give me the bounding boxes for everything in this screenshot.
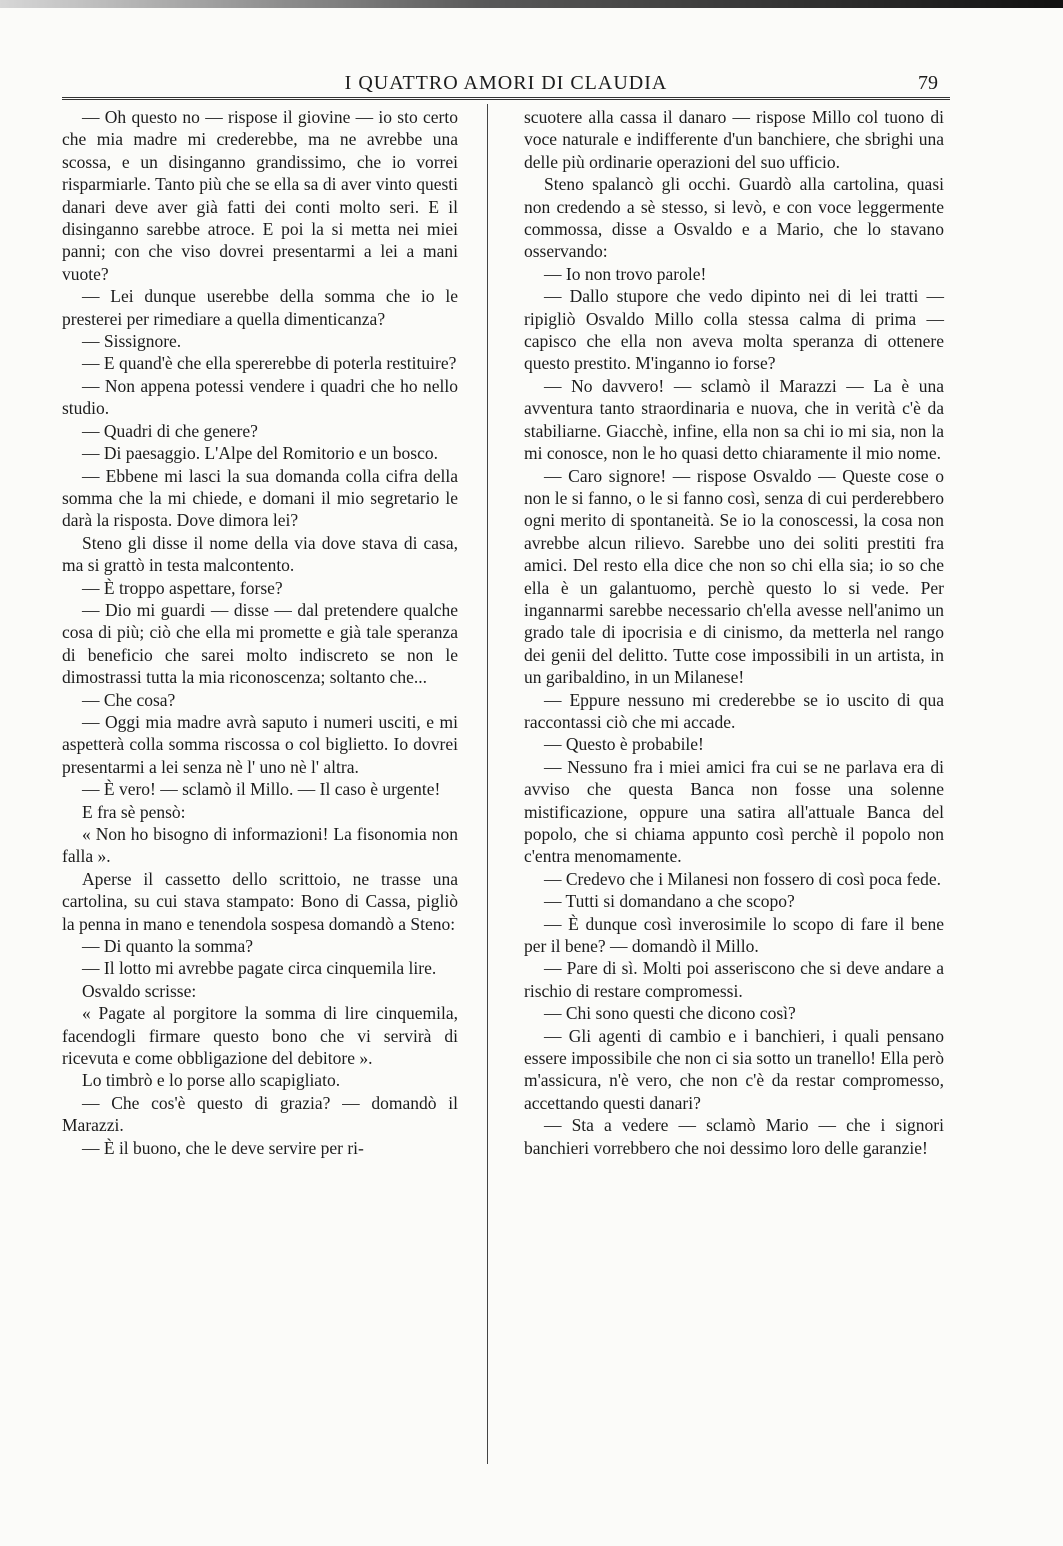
paragraph: — Sta a vedere — sclamò Mario — che i signori banchieri vorrebbero che noi dessimo loro delle garanzie! xyxy=(524,1115,944,1158)
running-title: I QUATTRO AMORI DI CLAUDIA xyxy=(344,72,668,94)
paragraph: « Non ho bisogno di informazioni! La fisonomia non falla ». xyxy=(62,824,458,867)
paragraph: — Che cos'è questo di grazia? — domandò il Marazzi. xyxy=(62,1092,458,1136)
paragraph: — Tutti si domandano a che scopo? xyxy=(544,891,795,912)
left-column xyxy=(62,106,458,1159)
paragraph: — Dio mi guardi — disse — dal pretendere qualche cosa di più; ciò che ella mi promette e già tale speranza di beneficio che sarei molto indiscreto se non le dimostrassi tutta la mia riconoscenza; soltanto che... xyxy=(62,599,458,688)
paragraph: — Sissignore. xyxy=(82,331,182,352)
column-divider xyxy=(487,104,488,1464)
paragraph: — Oggi mia madre avrà saputo i numeri usciti, e mi aspetterà colla somma riscossa o col biglietto. Io dovrei presentarmi a lei senza nè l' uno nè l' altra. xyxy=(62,711,458,777)
paragraph: — È troppo aspettare, forse? xyxy=(82,577,283,598)
paragraph: — Questo è probabile! xyxy=(544,734,704,755)
paragraph: Lo timbrò e lo porse allo scapigliato. xyxy=(82,1070,341,1091)
paragraph: « Pagate al porgitore la somma di lire cinquemila, facendogli firmare questo bono che vi servirà di ricevuta e come obbligazione del debitore ». xyxy=(62,1003,458,1069)
paragraph: — Di quanto la somma? xyxy=(82,936,254,957)
paragraph: — Nessuno fra i miei amici fra cui se ne parlava era di avviso che questa Banca non fosse una solenne mistificazione, oppure una satira all'attuale Banca del popolo, che si chiama appunto così perchè il popolo non c'entra menomamente. xyxy=(524,756,944,867)
paragraph: — Io non trovo parole! xyxy=(544,263,707,284)
paragraph: Steno spalancò gli occhi. Guardò alla cartolina, quasi non credendo a sè stesso, si levò, e con voce leggermente commossa, disse a Osvaldo e a Mario, che lo stavano osservando: xyxy=(524,174,944,262)
paragraph: — Di paesaggio. L'Alpe del Romitorio e un bosco. xyxy=(82,443,439,464)
paragraph: — Gli agenti di cambio e i banchieri, i quali pensano essere impossibile che non ci sia sotto un tranello! Ella però m'assicura, n'è vero, che non c'è da restar compromesso, accettando questi danari? xyxy=(524,1025,944,1113)
paragraph: — Ebbene mi lasci la sua domanda colla cifra della somma che la mi chiede, e domani il mio segretario le darà la risposta. Dove dimora lei? xyxy=(62,465,458,531)
paragraph: — Caro signore! — rispose Osvaldo — Queste cose o non le si fanno, o le si fanno così, senza di cui perderebbero ogni merito di spontaneità. Se io la conoscessi, la cosa non avrebbe alcun rilievo. Sarebbe uno dei soliti prestiti fra amici. Del resto ella dice che non so chi ella sia; io so che ella è un galantuomo, perchè questo lo si vede. Per ingannarmi sarebbe necessario ch'ella avesse nell'animo un grado tale di ipocrisia e di cinismo, da metterla nel rango dei genii del delitto. Tutte cose impossibili in un artista, in un garibaldino, in un Milanese! xyxy=(524,465,944,688)
paragraph: — E quand'è che ella spererebbe di poterla restituire? xyxy=(82,353,457,374)
paragraph: Aperse il cassetto dello scrittoio, ne trasse una cartolina, su cui stava stampato: Bono di Cassa, pigliò la penna in mano e tenendola sospesa domandò a Steno: xyxy=(62,868,458,934)
paragraph: — Il lotto mi avrebbe pagate circa cinquemila lire. xyxy=(82,958,437,979)
paragraph: Osvaldo scrisse: xyxy=(82,980,197,1001)
paragraph: — È vero! — sclamò il Millo. — Il caso è urgente! xyxy=(82,779,441,800)
paragraph: — È il buono, che le deve servire per ri- xyxy=(82,1137,364,1158)
scan-edge xyxy=(0,0,1063,8)
paragraph: — Oh questo no — rispose il giovine — io sto certo che mia madre mi crederebbe, ma ne avrebbe una scossa, e un disinganno grandissimo, che io vorrei risparmiarle. Tanto più che se ella sa di aver vinto questi danari deve aver già fatti dei conti molto seri. E il disinganno sarebbe atroce. E poi la si metta nei miei panni; con che viso dovrei presentarmi a lei a mani vuote? xyxy=(62,107,458,284)
paragraph: — Pare di sì. Molti poi asseriscono che si deve andare a rischio di restare compromessi. xyxy=(524,958,944,1001)
paragraph: — Lei dunque userebbe della somma che io le presterei per rimediare a quella dimenticanza? xyxy=(62,286,458,329)
paragraph: — Credevo che i Milanesi non fossero di così poca fede. xyxy=(544,868,942,889)
page-header xyxy=(62,70,950,98)
paragraph: — Quadri di che genere? xyxy=(82,420,258,441)
paragraph: — Eppure nessuno mi crederebbe se io uscito di qua raccontassi ciò che mi accade. xyxy=(524,689,944,732)
paragraph: E fra sè pensò: xyxy=(82,801,186,822)
paragraph: scuotere alla cassa il danaro — rispose Millo col tuono di voce naturale e indifferente d'un banchiere, che sbrighi una delle più ordinarie operazioni del suo ufficio. xyxy=(524,107,944,172)
paragraph: — Che cosa? xyxy=(82,689,176,710)
page-number: 79 xyxy=(918,72,938,94)
paragraph: — Non appena potessi vendere i quadri che ho nello studio. xyxy=(62,375,458,419)
paragraph: — È dunque così inverosimile lo scopo di fare il bene per il bene? — domandò il Millo. xyxy=(524,913,944,957)
header-rule xyxy=(62,97,950,100)
paragraph: — No davvero! — sclamò il Marazzi — La è una avventura tanto straordinaria e nuova, che in verità c'è da stabiliarne. Giacchè, infine, ella non sa chi io mi sia, non la mi conosce, non le ho quasi detto chiaramente il mio nome. xyxy=(524,375,944,464)
paragraph: Steno gli disse il nome della via dove stava di casa, ma si grattò in testa malcontento. xyxy=(62,532,458,576)
paragraph: — Dallo stupore che vedo dipinto nei di lei tratti — ripigliò Osvaldo Millo colla stessa calma di prima — capisco che ella non aveva molta speranza di ottenere questo prestito. M'inganno io forse? xyxy=(524,286,944,374)
right-column xyxy=(524,106,944,1159)
paragraph: — Chi sono questi che dicono così? xyxy=(544,1003,796,1024)
